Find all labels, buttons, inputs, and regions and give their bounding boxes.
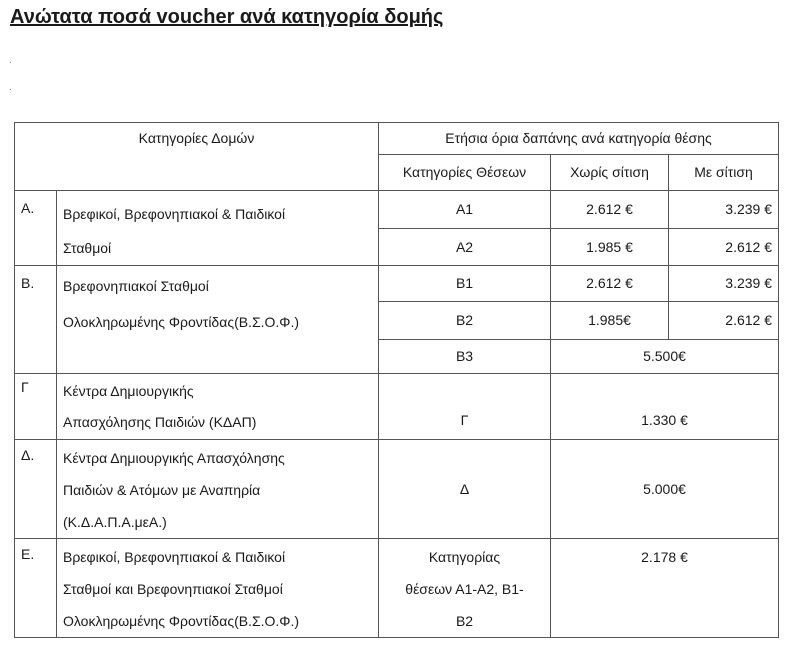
group-letter: Β. xyxy=(15,266,57,374)
header-seat-categories: Κατηγορίες Θέσεων xyxy=(379,155,551,191)
group-letter: Α. xyxy=(15,191,57,266)
header-structures: Κατηγορίες Δομών xyxy=(15,123,379,191)
seat-category: Α2 xyxy=(379,228,551,266)
amount-without-meals: 1.985 € xyxy=(551,228,669,266)
amount-with-meals: 3.239 € xyxy=(669,191,779,229)
description-line: Σταθμοί και Βρεφονηπιακοί Σταθμοί xyxy=(63,581,283,597)
category-line: Β2 xyxy=(455,613,474,629)
group-letter: Δ. xyxy=(15,440,57,539)
group-letter: Γ xyxy=(15,374,57,440)
seat-category: Α1 xyxy=(379,191,551,229)
amount-with-meals: 3.239 € xyxy=(669,266,779,302)
description-line: (Κ.Δ.Α.Π.Α.μεΑ.) xyxy=(63,514,167,530)
stray-mark: . xyxy=(9,55,12,66)
header-with-meals: Με σίτιση xyxy=(669,155,779,191)
document-title: Ανώτατα ποσά voucher ανά κατηγορία δομής xyxy=(10,6,444,28)
description-line: Παιδιών & Ατόμων με Αναπηρία xyxy=(63,482,261,498)
structure-description xyxy=(57,440,379,539)
structure-description xyxy=(57,191,379,266)
amount-with-meals: 2.612 € xyxy=(669,302,779,340)
amount-flat: 5.000€ xyxy=(551,440,779,539)
header-limits: Ετήσια όρια δαπάνης ανά κατηγορία θέσης xyxy=(379,123,779,155)
structure-description xyxy=(57,374,379,440)
amount-without-meals: 2.612 € xyxy=(551,191,669,229)
description-line: Κέντρα Δημιουργικής xyxy=(63,383,194,399)
stray-mark: . xyxy=(9,82,12,93)
description-line: Απασχόλησης Παιδιών (ΚΔΑΠ) xyxy=(63,414,257,430)
amount-flat: 2.178 € xyxy=(551,539,779,638)
seat-category: Δ xyxy=(379,440,551,539)
amount-flat: 5.500€ xyxy=(551,340,779,374)
structure-description xyxy=(57,539,379,638)
description-line: Ολοκληρωμένης Φροντίδας(Β.Σ.Ο.Φ.) xyxy=(63,314,300,330)
category-line: θέσεων Α1-Α2, Β1- xyxy=(405,581,524,597)
description-line: Σταθμοί xyxy=(63,240,112,256)
amount-flat: 1.330 € xyxy=(551,374,779,440)
seat-category: Β1 xyxy=(379,266,551,302)
group-letter: Ε. xyxy=(15,539,57,638)
voucher-table xyxy=(14,122,779,638)
description-line: Κέντρα Δημιουργικής Απασχόλησης xyxy=(63,450,285,466)
description-line: Βρεφικοί, Βρεφονηπιακοί & Παιδικοί xyxy=(63,206,286,222)
description-line: Ολοκληρωμένης Φροντίδας(Β.Σ.Ο.Φ.) xyxy=(63,613,300,629)
category-line: Κατηγορίας xyxy=(428,549,501,565)
description-line: Βρεφονηπιακοί Σταθμοί xyxy=(63,278,209,294)
structure-description xyxy=(57,266,379,374)
amount-with-meals: 2.612 € xyxy=(669,228,779,266)
seat-category: Β3 xyxy=(379,340,551,374)
seat-category: Β2 xyxy=(379,302,551,340)
header-without-meals: Χωρίς σίτιση xyxy=(551,155,669,191)
seat-category xyxy=(379,539,551,638)
amount-without-meals: 2.612 € xyxy=(551,266,669,302)
description-line: Βρεφικοί, Βρεφονηπιακοί & Παιδικοί xyxy=(63,549,286,565)
amount-without-meals: 1.985€ xyxy=(551,302,669,340)
seat-category: Γ xyxy=(379,374,551,440)
